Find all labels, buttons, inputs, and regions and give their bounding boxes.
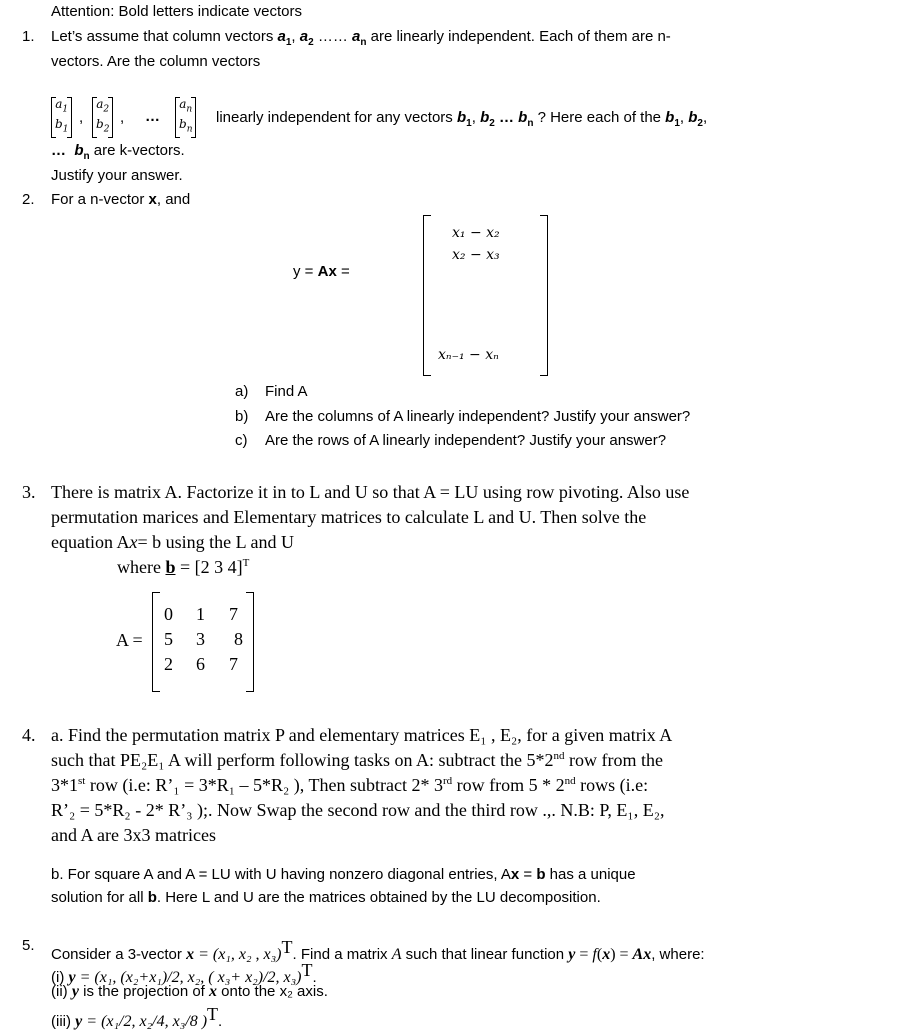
- comma: ,: [120, 109, 125, 126]
- matrix-cell: 6: [196, 654, 205, 674]
- entry-2: x₂ − x₃: [452, 247, 500, 263]
- q2-part-a-text: Find A: [265, 383, 308, 400]
- q5-number: 5.: [22, 937, 35, 954]
- q2-part-c-label: c): [235, 432, 248, 449]
- stacked-vector-n: $a_n$ $b_n$: [175, 97, 196, 138]
- q2-equation: y = Ax =: [293, 263, 350, 280]
- q4-line-2: such that PE₂E₁ A will perform following tasks on A: subtract the 5*2nd row from the: [51, 750, 663, 770]
- q1-line-1: Let’s assume that column vectors $a_1$, $a_2$ …… $a_n$ are linearly independent. Each of them are n-: [51, 28, 671, 48]
- matrix-cell: 8: [234, 629, 243, 649]
- matrix-a-label: A =: [116, 630, 143, 650]
- q2-part-a-label: a): [235, 383, 249, 400]
- q3-number: 3.: [22, 482, 36, 502]
- q4-number: 4.: [22, 725, 36, 745]
- matrix-cell: 7: [229, 604, 238, 624]
- q4-line-1: a. Find the permutation matrix P and elementary matrices E₁ , E₂, for a given matrix A: [51, 725, 673, 745]
- q5-item-ii: (ii) y is the projection of x onto the x₂ axis.: [51, 983, 328, 1000]
- matrix-cell: 5: [164, 629, 173, 649]
- ellipsis: …: [145, 108, 160, 125]
- q1-line-2: vectors. Are the column vectors: [51, 53, 261, 70]
- stacked-vector-1: $a_1$ $b_1$: [51, 97, 72, 138]
- q2-intro: For a n-vector x, and: [51, 191, 191, 208]
- q4-line-4: R’₂ = 5*R₂ - 2* R’₃ );. Now Swap the second row and the third row .,. N.B: P, E₁, E₂,: [51, 800, 665, 820]
- matrix-cell: 0: [164, 604, 173, 624]
- q2-part-c-text: Are the rows of A linearly independent? Justify your answer?: [265, 432, 667, 449]
- q4-line-3: 3*1st row (i.e: R’₁ = 3*R₁ – 5*R₂ ), Then subtract 2* 3rd row from 5 * 2nd rows (i.e:: [51, 775, 649, 795]
- q5-line-1: Consider a 3-vector x = (x₁, x₂ , x₃)$^T$. Find a matrix A such that linear function y = f(x) = Ax, where:: [51, 937, 705, 963]
- stacked-vector-2: $a_2$ $b_2$: [92, 97, 113, 138]
- entry-n: xₙ₋₁ − xₙ: [438, 347, 499, 363]
- q3-where: where b = [2 3 4]$^T$: [117, 557, 250, 577]
- comma: ,: [79, 109, 84, 126]
- q5-item-i: (i) y = (x₁, (x₂+x₁)/2, x₂, ( x₃+ x₂)/2, x₃)$^T$.: [51, 960, 317, 986]
- q2-number: 2.: [22, 191, 35, 208]
- matrix-cell: 3: [196, 629, 205, 649]
- matrix-cell: 2: [164, 654, 173, 674]
- q1-number: 1.: [22, 28, 35, 45]
- matrix-cell: 1: [196, 604, 205, 624]
- q3-line-3: equation Ax= b using the L and U: [51, 532, 294, 552]
- entry-1: x₁ − x₂: [452, 225, 500, 241]
- matrix-a: [152, 592, 254, 692]
- q2-part-b-label: b): [235, 408, 249, 425]
- q5-item-iii: (iii) y = (x₁/2, x₂/4, x₃/8 )$^T$.: [51, 1004, 223, 1030]
- matrix-cell: 7: [229, 654, 238, 674]
- q4-line-5: and A are 3x3 matrices: [51, 825, 216, 845]
- q3-line-2: permutation marices and Elementary matrices to calculate L and U. Then solve the: [51, 507, 647, 527]
- attention-note: Attention: Bold letters indicate vectors: [51, 3, 302, 20]
- q4-part-b-line-1: b. For square A and A = LU with U having nonzero diagonal entries, Ax = b has a unique: [51, 866, 636, 883]
- q1-line-4: … $b_n$ are k-vectors.: [51, 142, 185, 162]
- q2-part-b-text: Are the columns of A linearly independent? Justify your answer?: [265, 408, 691, 425]
- q3-line-1: There is matrix A. Factorize it in to L and U so that A = LU using row pivoting. Also use: [51, 482, 690, 502]
- q1-line-3: linearly independent for any vectors $b_1$, $b_2$ … $b_n$ ? Here each of the $b_1$, $b_2$,: [216, 109, 708, 129]
- q2-difference-vector: [423, 215, 548, 376]
- q1-line-5: Justify your answer.: [51, 167, 183, 184]
- q4-part-b-line-2: solution for all b. Here L and U are the matrices obtained by the LU decomposition.: [51, 889, 601, 906]
